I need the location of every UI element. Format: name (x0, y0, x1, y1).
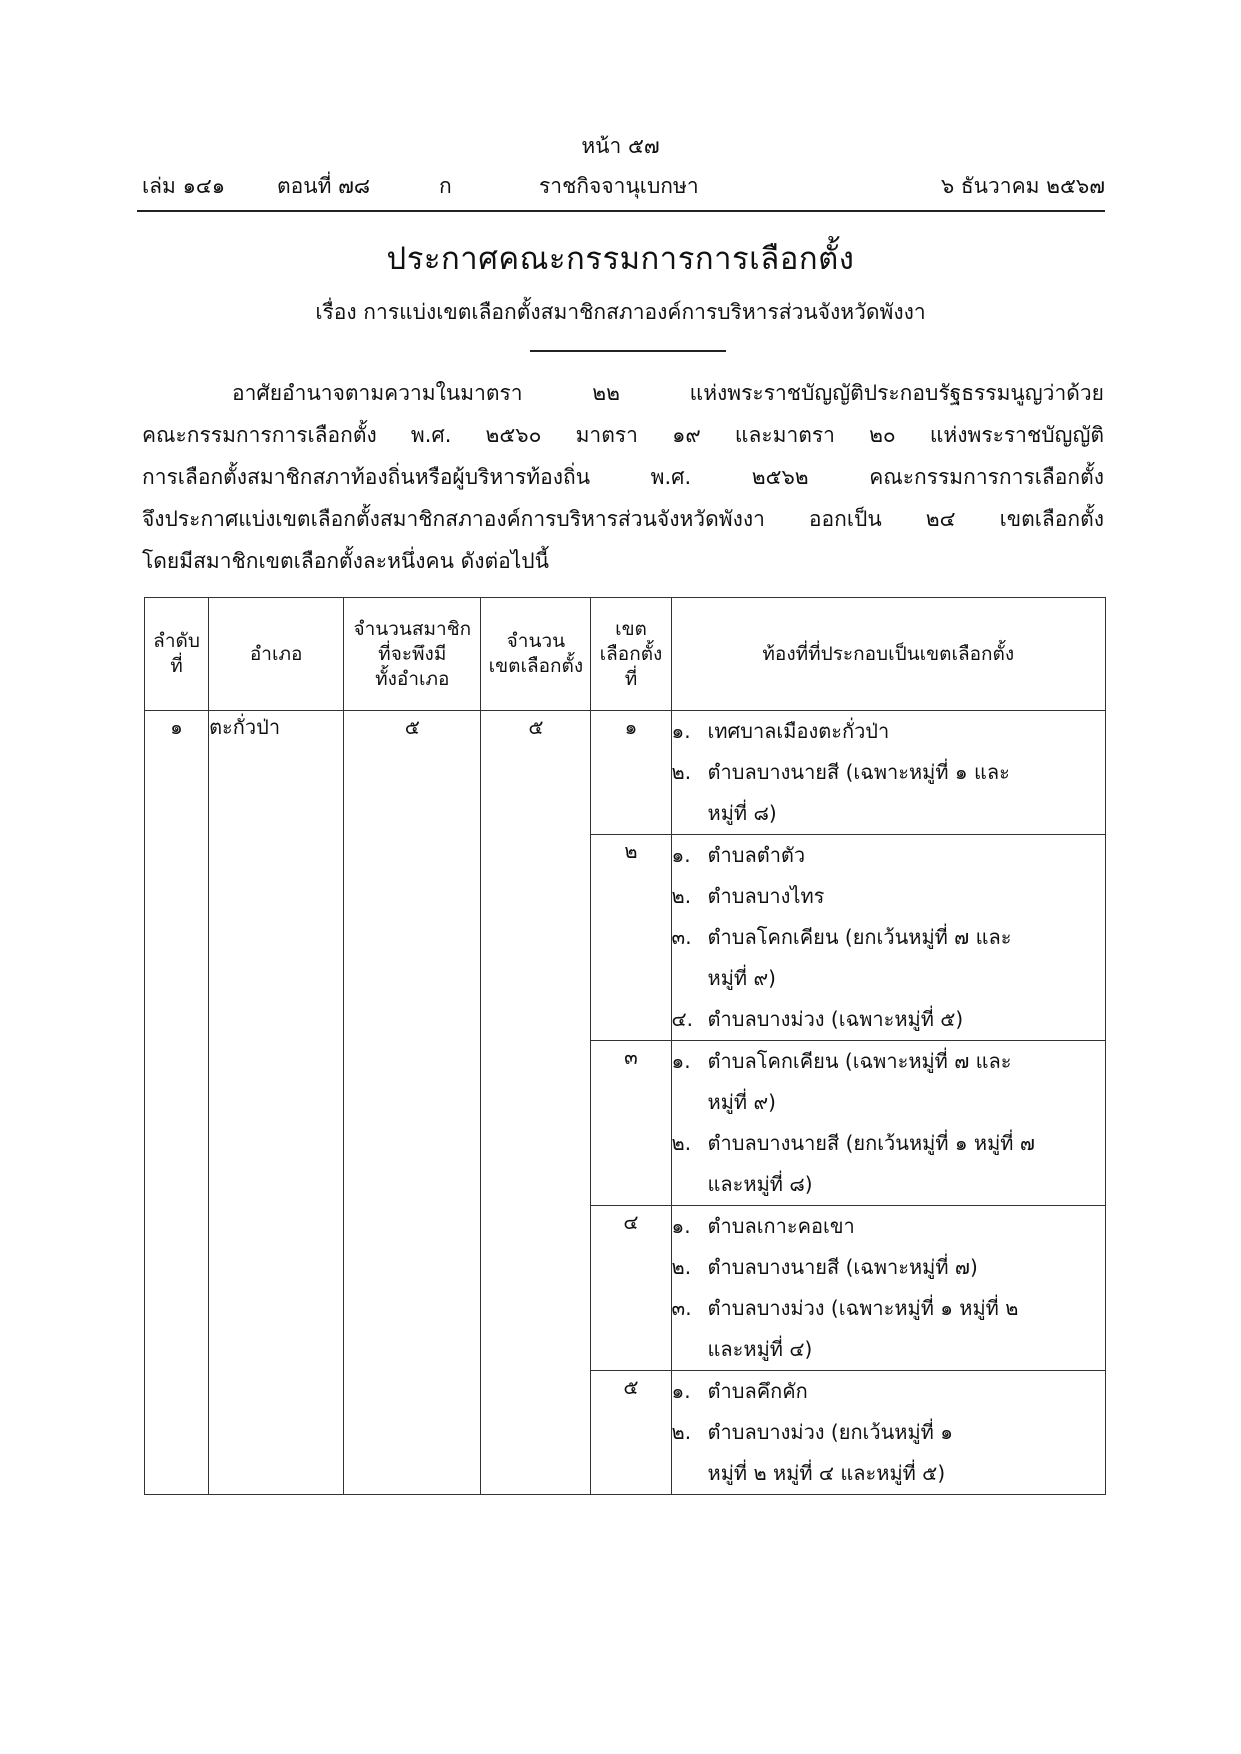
cell-amphoe: ตะกั่วป่า (209, 711, 344, 1495)
area-item: ๑. เทศบาลเมืองตะกั่วป่า (671, 719, 890, 743)
area-item: ๒. ตำบลบางนายสี (ยกเว้นหมู่ที่ ๑ หมู่ที่ ๗ (671, 1131, 1035, 1155)
area-item: ๓. ตำบลโคกเคียน (ยกเว้นหมู่ที่ ๗ และ (671, 925, 1012, 949)
area-item-continued: หมู่ที่ ๒ หมู่ที่ ๔ และหมู่ที่ ๕) (707, 1461, 946, 1485)
publication-date: ๖ ธันวาคม ๒๕๖๗ (940, 174, 1105, 198)
area-item-continued: หมู่ที่ ๙) (707, 1090, 776, 1114)
area-item: ๒. ตำบลบางนายสี (เฉพาะหมู่ที่ ๗) (671, 1255, 978, 1279)
area-item: ๑. ตำบลคึกคัก (671, 1379, 808, 1403)
cell-zone-area (671, 835, 1105, 1041)
preamble-line: อาศัยอำนาจตามความในมาตรา ๒๒ แห่งพระราชบัญญัติประกอบรัฐธรรมนูญว่าด้วย (232, 381, 1104, 405)
preamble-line: จึงประกาศแบ่งเขตเลือกตั้งสมาชิกสภาองค์การบริหารส่วนจังหวัดพังงา ออกเป็น ๒๔ เขตเลือกตั้ง (142, 507, 1104, 531)
header-amphoe: อำเภอ (209, 598, 344, 711)
header-seq: ลำดับ ที่ (145, 598, 209, 711)
cell-zone-count: ๕ (481, 711, 591, 1495)
cell-zone-number: ๓ (591, 1041, 671, 1206)
header-zone-number: เขต เลือกตั้ง ที่ (591, 598, 671, 711)
section-label: ก (439, 174, 452, 198)
cell-seq: ๑ (145, 711, 209, 1495)
cell-zone-number: ๒ (591, 835, 671, 1041)
cell-zone-area (671, 1206, 1105, 1371)
table-header-row (145, 598, 1106, 711)
cell-zone-area (671, 711, 1105, 835)
area-item: ๓. ตำบลบางม่วง (เฉพาะหมู่ที่ ๑ หมู่ที่ ๒ (671, 1296, 1019, 1320)
announcement-title: ประกาศคณะกรรมการการเลือกตั้ง (386, 241, 855, 277)
announcement-subject: เรื่อง การแบ่งเขตเลือกตั้งสมาชิกสภาองค์การบริหารส่วนจังหวัดพังงา (315, 300, 926, 324)
area-item-continued: และหมู่ที่ ๔) (707, 1337, 813, 1361)
header-zone-count: จำนวน เขตเลือกตั้ง (481, 598, 591, 711)
cell-zone-number: ๔ (591, 1206, 671, 1371)
area-item: ๑. ตำบลเกาะคอเขา (671, 1214, 855, 1238)
area-item: ๑. ตำบลโคกเคียน (เฉพาะหมู่ที่ ๗ และ (671, 1049, 1012, 1073)
preamble-line: โดยมีสมาชิกเขตเลือกตั้งละหนึ่งคน ดังต่อไปนี้ (142, 549, 549, 573)
page-number: หน้า ๕๗ (581, 134, 660, 158)
area-item: ๒. ตำบลบางไทร (671, 884, 825, 908)
issue-label: ตอนที่ ๗๘ (277, 174, 371, 198)
table-row (145, 711, 1106, 835)
header-area: ท้องที่ที่ประกอบเป็นเขตเลือกตั้ง (671, 598, 1105, 711)
preamble-line: คณะกรรมการการเลือกตั้ง พ.ศ. ๒๕๖๐ มาตรา ๑๙ และมาตรา ๒๐ แห่งพระราชบัญญัติ (142, 423, 1104, 447)
area-item-continued: หมู่ที่ ๘) (707, 801, 777, 825)
cell-members: ๕ (344, 711, 481, 1495)
cell-zone-number: ๑ (591, 711, 671, 835)
header-members: จำนวนสมาชิก ที่จะพึงมี ทั้งอำเภอ (344, 598, 481, 711)
subject-divider (530, 350, 726, 352)
area-item: ๔. ตำบลบางม่วง (เฉพาะหมู่ที่ ๕) (671, 1007, 964, 1031)
cell-zone-area (671, 1041, 1105, 1206)
volume-label: เล่ม ๑๔๑ (142, 174, 226, 198)
cell-zone-number: ๕ (591, 1371, 671, 1495)
publication-name: ราชกิจจานุเบกษา (539, 174, 699, 198)
preamble-paragraph (142, 372, 1104, 582)
area-item-continued: และหมู่ที่ ๘) (707, 1172, 813, 1196)
preamble-line: การเลือกตั้งสมาชิกสภาท้องถิ่นหรือผู้บริหารท้องถิ่น พ.ศ. ๒๕๖๒ คณะกรรมการการเลือกตั้ง (142, 465, 1104, 489)
area-item-continued: หมู่ที่ ๙) (707, 966, 776, 990)
cell-zone-area (671, 1371, 1105, 1495)
electoral-district-table (144, 597, 1106, 1495)
area-item: ๒. ตำบลบางม่วง (ยกเว้นหมู่ที่ ๑ (671, 1420, 953, 1444)
area-item: ๒. ตำบลบางนายสี (เฉพาะหมู่ที่ ๑ และ (671, 760, 1010, 784)
gazette-header (137, 170, 1105, 212)
area-item: ๑. ตำบลตำตัว (671, 843, 806, 867)
